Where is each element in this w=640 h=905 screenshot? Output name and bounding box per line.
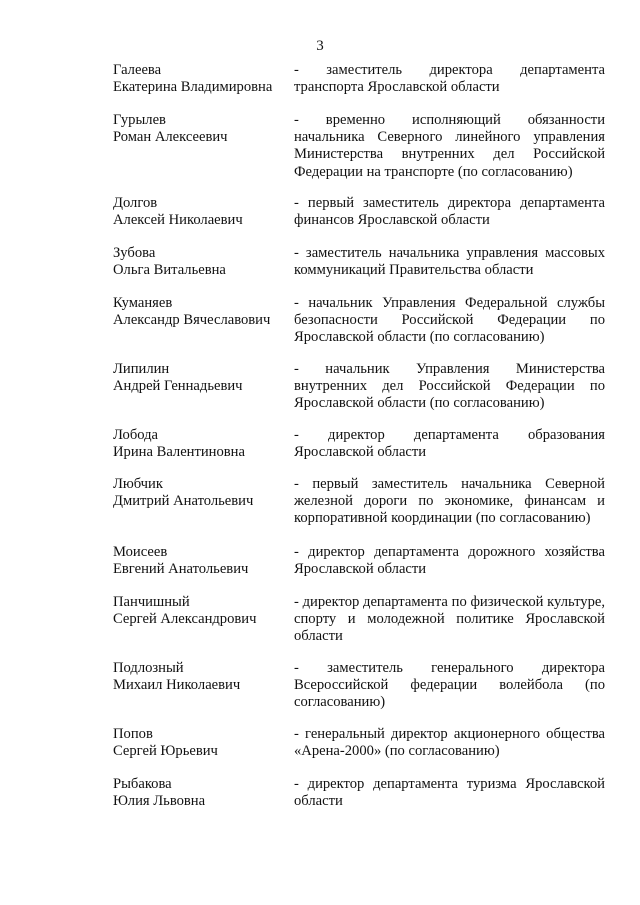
member-position: - первый заместитель начальника Северной железной дороги по экономике, финансам и корпоративной координации (по согласованию): [294, 476, 605, 527]
member-given-names: Сергей Александрович: [113, 611, 257, 628]
member-position: - временно исполняющий обязанности начальника Северного линейного управления Министерства внутренних дел Российской Федерации на транспорте (по согласованию): [294, 112, 605, 180]
member-surname: Любчик: [113, 476, 163, 492]
member-given-names: Ирина Валентиновна: [113, 444, 245, 461]
member-given-names: Дмитрий Анатольевич: [113, 493, 254, 510]
member-given-names: Андрей Геннадьевич: [113, 378, 243, 395]
member-given-names: Александр Вячеславович: [113, 312, 271, 329]
member-surname: Долгов: [113, 195, 158, 211]
member-position: - начальник Управления Министерства внутренних дел Российской Федерации по Ярославской области (по согласованию): [294, 361, 605, 412]
member-name: [113, 112, 288, 146]
member-surname: Куманяев: [113, 295, 173, 311]
member-given-names: Екатерина Владимировна: [113, 79, 273, 96]
member-given-names: Роман Алексеевич: [113, 129, 228, 146]
member-name: [113, 361, 288, 395]
member-position: - начальник Управления Федеральной службы безопасности Российской Федерации по Ярославской области (по согласованию): [294, 295, 605, 346]
member-name: [113, 544, 288, 578]
member-name: [113, 195, 288, 229]
member-position: - директор департамента дорожного хозяйства Ярославской области: [294, 544, 605, 578]
member-position: - заместитель начальника управления массовых коммуникаций Правительства области: [294, 245, 605, 279]
member-given-names: Юлия Львовна: [113, 793, 206, 810]
member-surname: Подлозный: [113, 660, 184, 676]
member-given-names: Ольга Витальевна: [113, 262, 226, 279]
member-name: [113, 726, 288, 760]
member-name: [113, 295, 288, 329]
member-position: - первый заместитель директора департамента финансов Ярославской области: [294, 195, 605, 229]
member-name: [113, 594, 288, 628]
member-surname: Панчишный: [113, 594, 190, 610]
member-position: - директор департамента по физической культуре, спорту и молодежной политике Ярославской области: [294, 594, 605, 645]
member-position: - заместитель директора департамента транспорта Ярославской области: [294, 62, 605, 96]
member-given-names: Михаил Николаевич: [113, 677, 241, 694]
member-name: [113, 427, 288, 461]
member-name: [113, 62, 288, 96]
member-surname: Галеева: [113, 62, 162, 78]
member-surname: Моисеев: [113, 544, 168, 560]
member-surname: Липилин: [113, 361, 170, 377]
member-position: - генеральный директор акционерного общества «Арена-2000» (по согласованию): [294, 726, 605, 760]
member-position: - директор департамента образования Ярославской области: [294, 427, 605, 461]
member-surname: Зубова: [113, 245, 156, 261]
member-name: [113, 476, 288, 510]
member-given-names: Алексей Николаевич: [113, 212, 243, 229]
member-name: [113, 776, 288, 810]
member-name: [113, 660, 288, 694]
member-name: [113, 245, 288, 279]
member-surname: Гурылев: [113, 112, 166, 128]
member-surname: Лобода: [113, 427, 159, 443]
member-given-names: Сергей Юрьевич: [113, 743, 218, 760]
member-surname: Попов: [113, 726, 153, 742]
member-position: - директор департамента туризма Ярославской области: [294, 776, 605, 810]
page-number: 3: [316, 38, 324, 54]
member-given-names: Евгений Анатольевич: [113, 561, 249, 578]
member-position: - заместитель генерального директора Всероссийской федерации волейбола (по согласованию): [294, 660, 605, 711]
member-surname: Рыбакова: [113, 776, 172, 792]
